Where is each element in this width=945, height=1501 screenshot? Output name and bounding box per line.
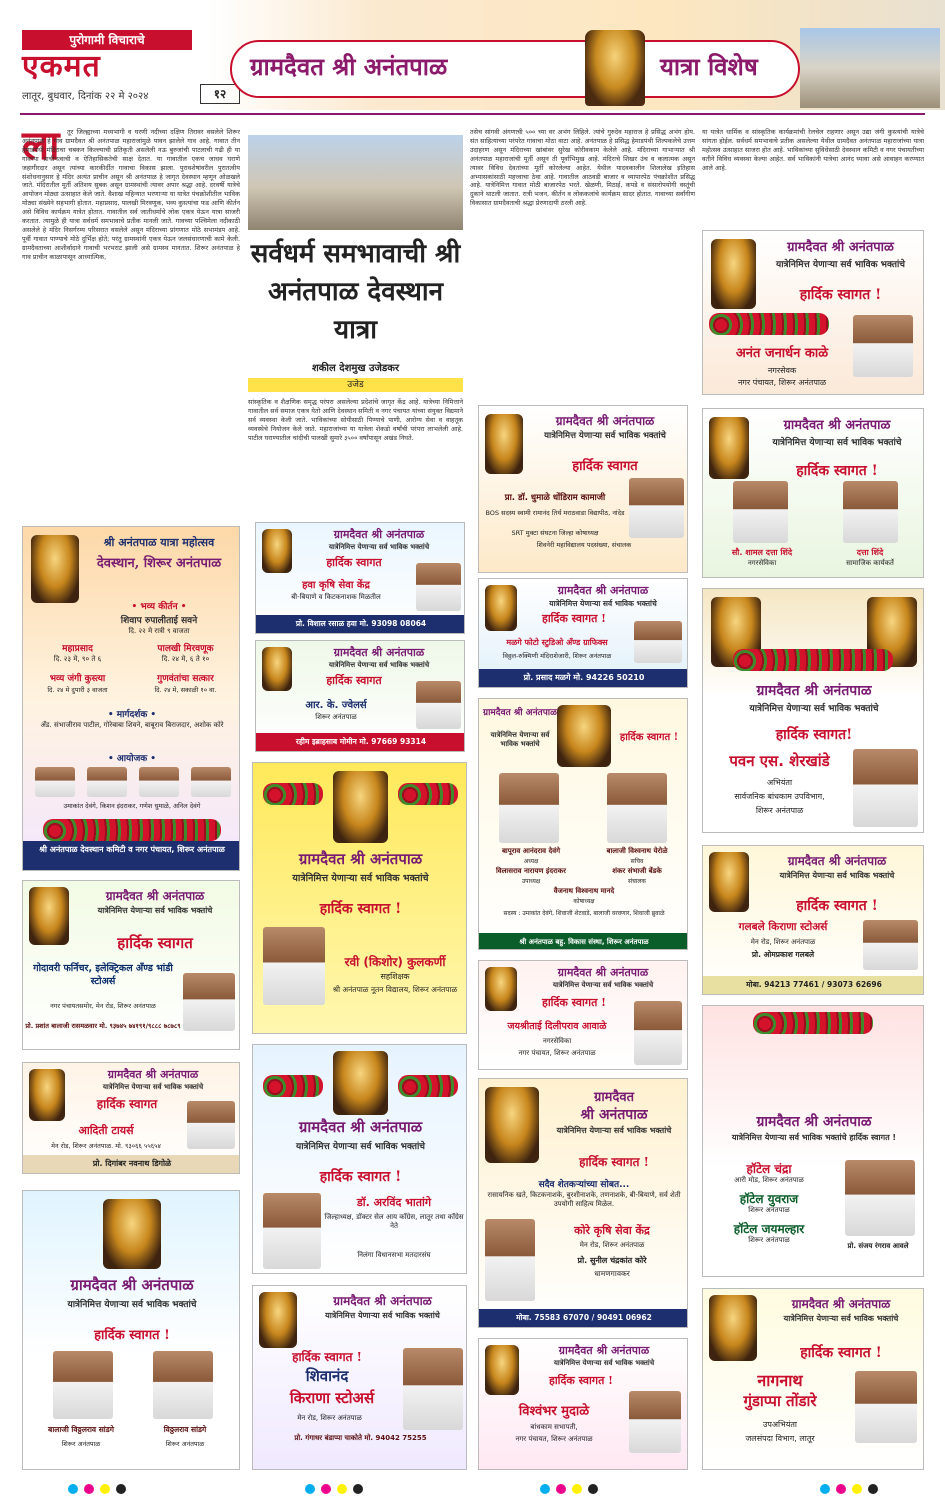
event-3-date: दि. २४ मे दुपारी ३ वाजता — [47, 686, 108, 694]
ad-address: नगर पंचायतसमोर, मेन रोड, शिरूर अनंतपाळ — [50, 1002, 156, 1010]
ad-line: शिरूर अनंतपाळ — [315, 713, 357, 721]
ad-kore — [478, 1078, 688, 1328]
hotel-2-address: शिरूर अनंतपाळ — [748, 1206, 790, 1214]
ad-designation: सहशिक्षक — [380, 972, 410, 981]
black-dot — [116, 1484, 126, 1494]
ad-designation: जिल्हाध्यक्ष, डॉक्टर सेल आय कॉंग्रेस, लातूर तथा कॉंग्रेस नेते — [324, 1213, 464, 1230]
person-photo — [153, 1351, 213, 1419]
person-photo — [853, 315, 913, 377]
ad-aditi-tyres — [22, 1062, 240, 1174]
ad-welcome: हार्दिक स्वागत ! — [796, 898, 878, 914]
ad-welcome: हार्दिक स्वागत ! — [541, 996, 607, 1009]
guides-heading: • मार्गदर्शक • — [107, 710, 157, 720]
ad-person-4: शंकर संभाजी बेंडके — [612, 867, 662, 875]
ad-subheading: यात्रेनिमित्त येणाऱ्या सर्व भाविक भक्तांचे हार्दिक स्वागत ! — [731, 1133, 897, 1142]
deity-idol-image — [709, 852, 749, 912]
deity-idol-image — [485, 1087, 539, 1163]
deity-idol-image — [29, 887, 69, 945]
ad-subheading: यात्रेनिमित्त येणाऱ्या सर्व भाविक भक्तांचे — [292, 873, 429, 884]
ad-welcome: हार्दिक स्वागत — [572, 459, 638, 474]
ad-name-2: गुंडाप्पा तोंडारे — [743, 1392, 817, 1410]
ad-contact-bar: प्रो. विशाल रसाळ हवा मो. 93098 08064 — [256, 615, 465, 633]
ad-constituency: निलंगा विधानसभा मतदारसंघ — [357, 1251, 431, 1259]
yellow-dot — [572, 1484, 582, 1494]
ad-subheading: यात्रेनिमित्त येणाऱ्या सर्व भाविक भक्तांचे — [553, 1359, 655, 1367]
deity-idol-image — [485, 967, 517, 1011]
ad-heading: ग्रामदैवत श्री अनंतपाळ — [557, 584, 649, 597]
ad-heading: ग्रामदैवत श्री अनंतपाळ — [783, 418, 891, 433]
dateline: लातूर, बुधवार, दिनांक २२ मे २०२४ — [22, 91, 149, 102]
ad-designation: बांधकाम सभापती, — [530, 1423, 578, 1431]
ad-name: कोरे कृषि सेवा केंद्र — [574, 1224, 650, 1237]
cyan-dot — [68, 1484, 78, 1494]
ad-address: नगर पंचायत, शिरूर अनंतपाळ — [518, 1049, 596, 1057]
ad-heading: ग्रामदैवत श्री अनंतपाळ — [333, 1294, 432, 1308]
ad-person-4-role: संचालक — [627, 878, 647, 885]
ad-subheading: यात्रेनिमित्त येणाऱ्या सर्व भाविक भक्तांचे — [97, 906, 213, 915]
ad-name: गोदावरी फर्निचर, इलेक्ट्रिकल अँण्ड भांडी स्टोअर्स — [33, 963, 173, 987]
ad-subheading: यात्रेनिमित्त येणाऱ्या सर्व भाविक भक्तांचे — [779, 871, 895, 880]
ad-welcome: हार्दिक स्वागत ! — [319, 901, 402, 917]
ad-owner: प्रो. सुनील चंद्रकांत कोरे — [577, 1256, 647, 1265]
ad-members: सदस्य : उमाकांत देवंगे, शिवाजी शेटवाडे, बालाजी वरवणार, शिवाजी ब्रुवाळे — [503, 910, 665, 917]
article-col-3: तसेच सांगवी अंगणाची ५०० च्या वर अभंग लिहिले. त्यांचे गुरुदेव महाराज हे प्रसिद्ध अभंग होय. संत साहित्याच्या परंपरेत गावाचा मोठा वाटा आहे. अनंतपाळ हे प्रसिद्ध हेमाडपंथी शिल्पकलेचे उत्तम उदाहरण असून मंदिराच्या खांबांवर सुरेख कोरीवकाम केलेले आहे. मंदिराच्या गाभाऱ्यात श्री अनंतपाळ महाराजांची मूर्ती असून ती पूर्वाभिमुख आहे. मंदिराचे शिखर उंच व कलात्मक असून त्यावर विविध देवतांच्या मूर्ती कोरलेल्या आहेत. येथील यादवकालीन शिलालेख इतिहास अभ्यासकांसाठी महत्त्वाचा ठेवा आहे. गावातील आठवडी बाजार व व्यापारपेठ पंचक्रोशीत प्रसिद्ध आहे. यात्रेनिमित्त गावात मोठी बाजारपेठ भरते. खेळणी, मिठाई, कपडे व संसारोपयोगी वस्तूंची दुकाने थाटली जातात. रात्री भजन, कीर्तन व लोककलांचे कार्यक्रम सादर होतात. गावाच्या सर्वांगीण विकासात ग्रामदैवताची श्रद्धा प्रेरणादायी ठरली आहे. — [470, 128, 695, 208]
cyan-dot — [305, 1484, 315, 1494]
ad-subheading: यात्रेनिमित्त येणाऱ्या सर्व भाविक भक्तांचे — [328, 543, 430, 551]
ad-address: मेन रोड, शिरूर अनंतपाळ — [579, 1241, 645, 1249]
ad-owner: प्रो. ओमप्रकाश गलबले — [751, 950, 815, 959]
kirtan-heading: • भव्य कीर्तन • — [131, 602, 187, 612]
ad-line-1: BOS सदस्य स्वामी रामानंद तिर्थ मराठवाडा विद्यापीठ, नांदेड — [485, 509, 625, 517]
ad-address: मेन रोड, शिरूर अनंतपाळ — [297, 1414, 362, 1422]
ad-subheading: यात्रेनिमित्त येणाऱ्या सर्व भाविक भक्तांचे — [67, 1300, 197, 1310]
ad-welcome: हार्दिक स्वागत ! — [548, 1374, 614, 1387]
ad-welcome: हार्दिक स्वागत ! — [619, 732, 679, 743]
ad-subheading: यात्रेनिमित्त येणाऱ्या सर्व भाविक भक्तांचे — [549, 599, 657, 608]
ad-galbale — [702, 845, 924, 995]
hotel-3-name: हॉटेल जयमल्हार — [733, 1222, 805, 1236]
ad-name: विश्वंभर मुदाळे — [518, 1404, 590, 1419]
article-col-1: तूर जिल्ह्याच्या मध्यभागी व घरणी नदीच्या दक्षिण तिरावर वसलेले शिरूर अनंतपाळ हे गाव ग्रामदैवत श्री अनंतपाळ महाराजांमुळे पावन झालेले गाव आहे. गावात तीन हेमाडपंथी मंदिराचा चबकन किल्ल्याची प्रतिकृती असलेली नऊ बुरुजांची पाटलाची गढी ही या गावच्या प्राचीनत्वाची व ऐतिहासिकतेची साक्ष देतात. या गावातील एकच जाधव घराणे जहागीरदार असून त्यांच्या कारकीर्दीत गावाचा विकास झाला. पुरावशेषांवरील पुरातत्वीय संशोधनानुसार हे मंदिर अत्यंत प्राचीन असून श्री अनंतपाळ हे जागृत देवस्थान म्हणून ओळखले जाते. मंदिरातील मूर्ती अतिशय सुबक असून ग्रामस्थांची त्यावर अपार श्रद्धा आहे. दरवर्षी यात्रेचे आयोजन मोठ्या उत्साहात केले जाते. वैशाख महिन्यात भरणाऱ्या या यात्रेत पंचक्रोशीतील भाविक मोठ्या संख्येने सहभागी होतात. महाप्रसाद, पालखी मिरवणूक, भव्य कुस्त्यांचा फड आणि कीर्तन असे विविध कार्यक्रम यात्रेत होतात. गावातील सर्व जातीधर्माचे लोक एकत्र येऊन यात्रा साजरी करतात. त्यामुळे ही यात्रा सर्वधर्म समभावाचे प्रतीक मानली जाते. गावच्या पश्चिमेला नदीकाठी असलेले हे मंदिर निसर्गरम्य परिसरात वसलेले असून मंदिराच्या प्रांगणात मोठे सभामंडप आहे. पूर्वी गावात पाण्याचे मोठे दुर्भिक्ष होते; परंतु ग्रामस्थांनी एकत्र येऊन जलसंधारणाची कामे केली. ग्रामदैवताच्या आशीर्वादाने गावाची भरभराट झाली असे ग्रामस्थ मानतात. शिरूर अनंतपाळ हे गाव प्राचीन काळापासून आध्यात्मिक, — [22, 128, 240, 261]
ad-person-1-role: अध्यक्ष — [523, 858, 539, 865]
ad-line-2: SRT मुक्टा संघटना जिल्हा कोषाध्यक्ष — [511, 529, 599, 537]
ad-contact-bar: रहीम इब्राहसाब मोमीन मो. 97669 93314 — [256, 733, 465, 751]
person-photo — [629, 1391, 681, 1453]
ad-owner-place: धामणगावकर — [594, 1269, 630, 1278]
person-photo — [416, 681, 461, 729]
article-place: उजेड — [248, 378, 463, 392]
ad-hotels — [702, 1005, 924, 1277]
person-photo — [183, 973, 235, 1031]
ad-contact-bar: मोबा. 75583 67070 / 90491 06962 — [479, 1309, 688, 1327]
magenta-dot — [321, 1484, 331, 1494]
ad-awale — [478, 960, 688, 1070]
yellow-dot — [100, 1484, 110, 1494]
ad-subheading: यात्रेनिमित्त येणाऱ्या सर्व भाविक भक्तांचे — [325, 1311, 440, 1320]
deity-idol-image — [709, 1295, 757, 1361]
ad-rk-jewellers — [255, 640, 465, 752]
deity-idol-image — [103, 1199, 161, 1269]
magenta-dot — [556, 1484, 566, 1494]
article-headline: सर्वधर्म समभावाची श्री अनंतपाळ देवस्थान यात्रा — [250, 239, 461, 345]
ad-subheading: यात्रेनिमित्त येणाऱ्या सर्व भाविक भक्तांचे — [556, 1126, 672, 1135]
ad-owner: प्रो. संजय रंगराव आवले — [847, 1242, 909, 1250]
ad-person-3: विलासराव नारायण इंदराकर — [495, 867, 566, 875]
person-photo — [863, 920, 918, 970]
ad-welcome: हार्दिक स्वागत — [117, 934, 193, 952]
temple-photo — [800, 28, 940, 108]
ad-bhatange — [252, 1044, 467, 1274]
event-4-date: दि. २४ मे, सकाळी १० वा. — [154, 686, 217, 694]
ad-name: रवी (किशोर) कुलकर्णी — [344, 955, 446, 969]
ad-hawa — [255, 522, 465, 634]
ad-subheading: यात्रेनिमित्त येणाऱ्या सर्व भाविक भक्तांचे — [102, 1083, 204, 1091]
event-1-date: दि. २३ मे, ९० ते ६ — [53, 655, 102, 663]
ad-person-2-role: सचिव — [630, 858, 644, 865]
ad-name-2: किराणा स्टोअर्स — [289, 1389, 375, 1407]
ad-heading: ग्रामदैवत श्री अनंतपाळ — [558, 1344, 650, 1357]
ad-shivanand — [252, 1285, 467, 1470]
rose-decoration — [398, 1075, 458, 1097]
rose-decoration — [709, 313, 829, 335]
ad-welcome: हार्दिक स्वागत ! — [800, 1345, 882, 1361]
ad-subheading: यात्रेनिमित्त येणाऱ्या सर्व भाविक भक्तांचे — [295, 1142, 426, 1152]
ad-heading: ग्रामदैवत श्री अनंतपाळ — [298, 1118, 423, 1136]
ad-welcome: हार्दिक स्वागत — [326, 556, 382, 569]
cyan-dot — [820, 1484, 830, 1494]
ad-subheading: यात्रेनिमित्त येणाऱ्या सर्व भाविक भक्तांचे — [749, 704, 879, 714]
ad-subheading: यात्रेनिमित्त येणाऱ्या सर्व भाविक भक्तांचे — [775, 260, 906, 270]
person-photo — [53, 1351, 113, 1419]
ad-line-3: शिरूर अनंतपाळ — [755, 806, 804, 815]
deity-idol-image — [29, 1069, 65, 1121]
ad-heading: ग्रामदैवत श्री अनंतपाळ — [483, 708, 557, 718]
ad-person-2: विठ्ठलराव सांडगे — [163, 1425, 207, 1434]
person-photo — [139, 767, 179, 797]
deity-idol-image — [711, 239, 756, 309]
page-number: १२ — [200, 84, 240, 104]
ad-committee — [22, 526, 240, 871]
ad-welcome: हार्दिक स्वागत ! — [579, 1155, 649, 1169]
ad-address: विठ्ठल-रुक्मिणी मंदिराशेजारी, शिरूर अनंतपाळ — [502, 652, 612, 660]
ad-name: हवा कृषि सेवा केंद्र — [302, 580, 370, 591]
person-photo — [403, 1348, 463, 1430]
ad-person-5: वैजनाथ विश्वनाथ मानदे — [553, 887, 615, 895]
ad-person-3-role: उपाध्यक्ष — [521, 878, 541, 885]
ad-designation: नगरसेविका — [542, 1037, 572, 1045]
magenta-dot — [836, 1484, 846, 1494]
band-title-right: यात्रा विशेष — [660, 52, 758, 81]
deity-idol-image — [585, 30, 645, 106]
ad-welcome: हार्दिक स्वागत ! — [292, 1350, 362, 1364]
hotel-2-name: हॉटेल युवराज — [739, 1192, 799, 1206]
rose-decoration — [753, 1012, 873, 1034]
ad-heading: ग्रामदैवत श्री अनंतपाळ — [787, 854, 887, 868]
black-dot — [588, 1484, 598, 1494]
article-dropcap: ला — [22, 122, 60, 169]
event-3: भव्य जंगी कुस्त्या — [49, 674, 106, 684]
ad-name: अनंत जनार्धन काळे — [735, 346, 829, 361]
ad-shinde — [702, 408, 924, 578]
deity-idol-image — [259, 1292, 297, 1348]
hotel-3-address: शिरूर अनंतपाळ — [748, 1236, 790, 1244]
ad-kale — [702, 230, 924, 395]
person-photo — [843, 481, 898, 543]
rose-decoration — [263, 783, 323, 805]
yellow-dot — [337, 1484, 347, 1494]
ad-address: श्री अनंतपाळ नूतन विद्यालय, शिरूर अनंतपाळ — [332, 985, 458, 994]
ad-kulkarni — [252, 762, 467, 1034]
ad-subheading: यात्रेनिमित्त येणाऱ्या सर्व भाविक भक्तांचे — [328, 661, 430, 669]
ad-department: जलसंपदा विभाग, लातूर — [745, 1434, 815, 1443]
black-dot — [868, 1484, 878, 1494]
article-temple-photo — [248, 135, 463, 230]
magenta-dot — [84, 1484, 94, 1494]
deity-idol-image — [333, 1051, 388, 1115]
person-photo — [634, 621, 682, 663]
ad-name: मळगे फोटो स्टुडिओ अँण्ड ग्राफिक्स — [506, 638, 608, 647]
ad-heading: ग्रामदैवत श्री अनंतपाळ — [756, 683, 872, 699]
deity-idol-image — [485, 1345, 519, 1395]
ad-heading: ग्रामदैवत श्री अनंतपाळ — [333, 646, 425, 659]
event-1: महाप्रसाद — [62, 644, 93, 654]
brand-tagline: पुरोगामी विचाराचे — [22, 30, 192, 50]
kirtan-date: दि. २२ मे रात्री ९ वाजता — [128, 627, 190, 635]
ad-heading: ग्रामदैवत श्री अनंतपाळ — [333, 528, 425, 541]
ad-pawan — [702, 588, 924, 833]
deity-idol-image — [709, 417, 749, 479]
ad-contact-bar: मोबा. 94213 77461 / 93073 62696 — [703, 976, 924, 994]
ad-malge — [478, 578, 688, 688]
ad-welcome: हार्दिक स्वागत! — [775, 727, 853, 743]
ad-tagline: सदैव शेतकऱ्यांच्या सोबत... — [538, 1180, 630, 1190]
person-photo — [191, 767, 231, 797]
ad-subheading: यात्रेनिमित्त येणाऱ्या सर्व भाविक भक्तांचे — [552, 981, 654, 989]
ad-subheading: यात्रेनिमित्त येणाऱ्या सर्व भाविक भक्तांचे — [490, 731, 550, 748]
deity-idol-image — [557, 705, 611, 767]
ad-heading: ग्रामदैवत श्री अनंतपाळ — [756, 1114, 872, 1130]
cyan-dot — [540, 1484, 550, 1494]
deity-idol-image — [485, 414, 523, 474]
ad-godavari — [22, 880, 240, 1050]
ad-welcome: हार्दिक स्वागत — [326, 674, 382, 687]
person-photo — [629, 478, 684, 538]
ad-dhumale — [478, 405, 688, 573]
ad-name: आदिती टायर्स — [78, 1124, 134, 1137]
ad-name: शिवानंद — [305, 1367, 349, 1385]
article-col-2: सांस्कृतिक व शैक्षणिक समृद्ध परंपरा असलेल्या प्रदेशांचे जागृत केंद्र आहे. यात्रेच्या निमित्ताने गावातील सर्व समाज एकत्र येतो आणि देवस्थान समिती व नगर पंचायत यांच्या संयुक्त विद्यमाने सर्व व्यवस्था केली जाते. भाविकांच्या सोयीसाठी पिण्याचे पाणी, आरोग्य सेवा व वाहतूक व्यवस्थेचे नियोजन केले जाते. महाराजांच्या या यात्रेला शेकडो वर्षांची परंपरा लाभलेली आहे. पाटील घराण्यातील चांदीची पालखी सुमारे ३५०० वर्षांपासून अखंड निघते. — [248, 398, 463, 442]
ad-heading: ग्रामदैवत श्री अनंतपाळ — [105, 889, 205, 903]
person-photo — [35, 767, 75, 797]
person-photo — [87, 767, 127, 797]
person-photo — [853, 749, 918, 827]
rose-decoration — [398, 783, 458, 805]
ad-designation: उपअभियंता — [762, 1420, 797, 1429]
deity-idol-image — [262, 647, 292, 691]
ad-sangde — [22, 1190, 240, 1470]
ad-name: आर. के. ज्वेलर्स — [305, 700, 367, 711]
rose-decoration — [733, 649, 893, 671]
ad-person-1: बापूराव आनंदराव देवंगे — [501, 847, 561, 855]
ad-contact: प्रो. गंगाधर बंडाप्पा चाकोते मो. 94042 75255 — [294, 1434, 427, 1442]
person-photo — [855, 1371, 917, 1443]
ad-name: जयश्रीताई दिलीपराव आवाळे — [507, 1021, 607, 1032]
ad-welcome: हार्दिक स्वागत ! — [796, 463, 878, 479]
black-dot — [353, 1484, 363, 1494]
person-photo — [733, 481, 788, 543]
ad-heading: ग्रामदैवत श्री अनंतपाळ — [555, 414, 655, 428]
event-2-date: दि. २४ मे, ६ ते १० — [161, 655, 210, 663]
ad-heading: ग्रामदैवत श्री अनंतपाळ — [787, 240, 894, 255]
band-title-left: ग्रामदैवत श्री अनंतपाळ — [250, 52, 448, 81]
ad-welcome: हार्दिक स्वागत ! — [541, 612, 607, 625]
ad-name: डॉ. अरविंद भातांगे — [356, 1196, 432, 1209]
rose-decoration — [43, 819, 221, 841]
yellow-dot — [852, 1484, 862, 1494]
ad-name: पवन एस. शेरखांडे — [729, 752, 830, 770]
ad-person-5-role: कोषाध्यक्ष — [573, 898, 595, 905]
ad-welcome: हार्दिक स्वागत ! — [319, 1169, 402, 1185]
person-photo — [416, 563, 461, 611]
rose-decoration — [263, 1075, 323, 1097]
ad-person-2-place: शिरूर अनंतपाळ — [165, 1440, 205, 1448]
hotel-1-address: आरी मोड, शिरूर अनंतपाळ — [734, 1176, 804, 1184]
ad-welcome: हार्दिक स्वागत ! — [94, 1328, 170, 1343]
ad-person-2-role: सामाजिक कार्यकर्ते — [846, 559, 894, 567]
ad-footer-bar: श्री अनंतपाळ देवस्थान कमिटी व नगर पंचायत, शिरूर अनंतपाळ — [23, 841, 240, 871]
ad-person-1-role: नगरसेविका — [747, 559, 777, 567]
ad-mudale — [478, 1338, 688, 1470]
person-photo — [607, 773, 667, 843]
ad-heading: ग्रामदैवत श्री अनंतपाळ — [107, 1068, 199, 1081]
event-2: पालखी मिरवणूक — [157, 644, 214, 654]
event-4: गुणवंतांचा सत्कार — [157, 674, 214, 684]
ad-heading-2: श्री अनंतपाळ — [580, 1107, 648, 1123]
ad-tondare — [702, 1288, 924, 1470]
ad-designation: नगरसेवक — [767, 366, 797, 375]
ad-line-3: शिवनेरी महाविद्यालय पदसंख्या, संचालक — [536, 541, 632, 549]
ad-contact-bar: प्रो. प्रसाद मळगे मो. 94226 50210 — [479, 669, 688, 687]
ad-person-2: बालाजी विश्वनाथ येरोळे — [606, 847, 668, 855]
ad-person-2: दत्ता शिंदे — [856, 548, 884, 557]
ad-line-2: सार्वजनिक बांधकाम उपविभाग, — [734, 792, 825, 801]
article-byline: शकील देशमुख उजेडकर — [311, 363, 400, 374]
article-col-4: या यात्रेत धार्मिक व सांस्कृतिक कार्यक्रमांची रेलचेल राहणार असून उद्या जंगी कुस्त्यांची यात्रेचे सांगता होईल. सर्वधर्म समभावाचे प्रतीक असलेल्या येथील ग्रामदैवत अनंतपाळ महाराजांच्या यात्रा महोत्सव उत्साहात साजरा होत आहे. भाविकांच्या सुविधेसाठी देवस्थान कमिटी व नगर पंचायतीच्या वतीने विविध व्यवस्था केल्या आहेत. सर्व भाविकांनी यात्रेचा आनंद घ्यावा असे आवाहन करण्यात आले आहे. — [702, 128, 924, 172]
ad-welcome: हार्दिक स्वागत ! — [799, 287, 882, 303]
ad-description: रासायनिक खते, किटकनाशके, बुरशीनाशके, तणनाशके, बी-बियाणे, सर्व शेती उपयोगी साहित्य मिळेल. — [487, 1191, 681, 1208]
ad-address: नगर पंचायत, शिरूर अनंतपाळ — [515, 1435, 593, 1443]
ad-person-1-place: शिरूर अनंतपाळ — [61, 1440, 101, 1448]
person-photo — [263, 927, 325, 1005]
ad-heading-2: देवस्थान, शिरूर अनंतपाळ — [96, 556, 222, 571]
guides-list: अँड. संभाजीराव पाटील, गोरेबाबा शिवने, बाबूराव बिराजदार, अशोक कोरे — [40, 721, 224, 729]
ad-address: मेन रोड, शिरूर अनंतपाळ — [750, 938, 816, 946]
ad-address: नगर पंचायत, शिरूर अनंतपाळ — [737, 378, 827, 387]
ad-heading: ग्रामदैवत श्री अनंतपाळ — [791, 1297, 891, 1311]
ad-heading: ग्रामदैवत श्री अनंतपाळ — [298, 850, 423, 868]
person-photo — [485, 1219, 535, 1301]
ad-person-1: बालाजी विठ्ठलराव सांडगे — [48, 1425, 114, 1434]
ad-heading: ग्रामदैवत श्री अनंतपाळ — [557, 966, 649, 979]
ad-vikas-sanstha — [478, 698, 688, 950]
print-registration-marks — [0, 1478, 945, 1501]
ad-heading: ग्रामदैवत श्री अनंतपाळ — [70, 1276, 194, 1294]
brand-logo: एकमत — [22, 49, 101, 84]
person-photo — [263, 1193, 321, 1269]
ad-welcome: हार्दिक स्वागत — [96, 1097, 158, 1111]
ad-person-1: सौ. शामल दत्ता शिंदे — [731, 548, 793, 557]
ad-subheading: यात्रेनिमित्त येणाऱ्या सर्व भाविक भक्तांचे — [772, 438, 902, 448]
ad-contact-bar: प्रो. दिगांबर नवनाथ डिगोळे — [23, 1155, 240, 1173]
deity-idol-image — [31, 535, 79, 603]
ad-footer-bar: श्री अनंतपाळ बहु. विकास संस्था, शिरूर अनंतपाळ — [479, 933, 688, 950]
deity-idol-image — [485, 585, 517, 631]
header-divider — [20, 113, 925, 115]
ad-heading: ग्रामदैवत — [593, 1090, 634, 1105]
organizers-list: उमाकांत देवंगे, किशन इंदराकर, गणेश धुमाळे, अनिल देवंगे — [63, 802, 201, 810]
ad-subheading: यात्रेनिमित्त येणाऱ्या सर्व भाविक भक्तांचे — [783, 1314, 899, 1323]
ad-contact: प्रो. प्रशांत बालाजी रासमळवार मो. ९३७४५ ७४१९१/९८८८ ७८७८९ — [25, 1022, 181, 1030]
person-photo — [634, 1001, 682, 1065]
hotel-1-name: हॉटेल चंद्रा — [746, 1162, 792, 1176]
deity-idol-image — [333, 771, 388, 843]
ad-name: नागनाथ — [757, 1371, 803, 1390]
ad-designation: अभियंता — [766, 778, 793, 787]
organizers-heading: • आयोजक • — [107, 754, 157, 764]
ad-subheading: यात्रेनिमित्त येणाऱ्या सर्व भाविक भक्तांचे — [544, 431, 666, 441]
ad-heading: श्री अनंतपाळ यात्रा महोत्सव — [103, 536, 215, 549]
deity-idol-image — [262, 529, 292, 573]
person-photo — [499, 773, 559, 843]
person-photo — [845, 1160, 915, 1236]
ad-line: बी-बियाणे व किटकनाशक मिळतील — [291, 593, 381, 601]
ad-name: गलबले किराणा स्टोअर्स — [738, 921, 828, 933]
ad-name: प्रा. डॉ. धुमाळे धोंडिराम कामाजी — [504, 493, 606, 503]
kirtan-by: शिवाप रुपालीताई सवने — [120, 616, 198, 626]
ad-address: मेन रोड, शिरूर अनंतपाळ. मो. ९३०६६ ५५६५४ — [51, 1142, 161, 1150]
person-photo — [187, 1101, 235, 1149]
